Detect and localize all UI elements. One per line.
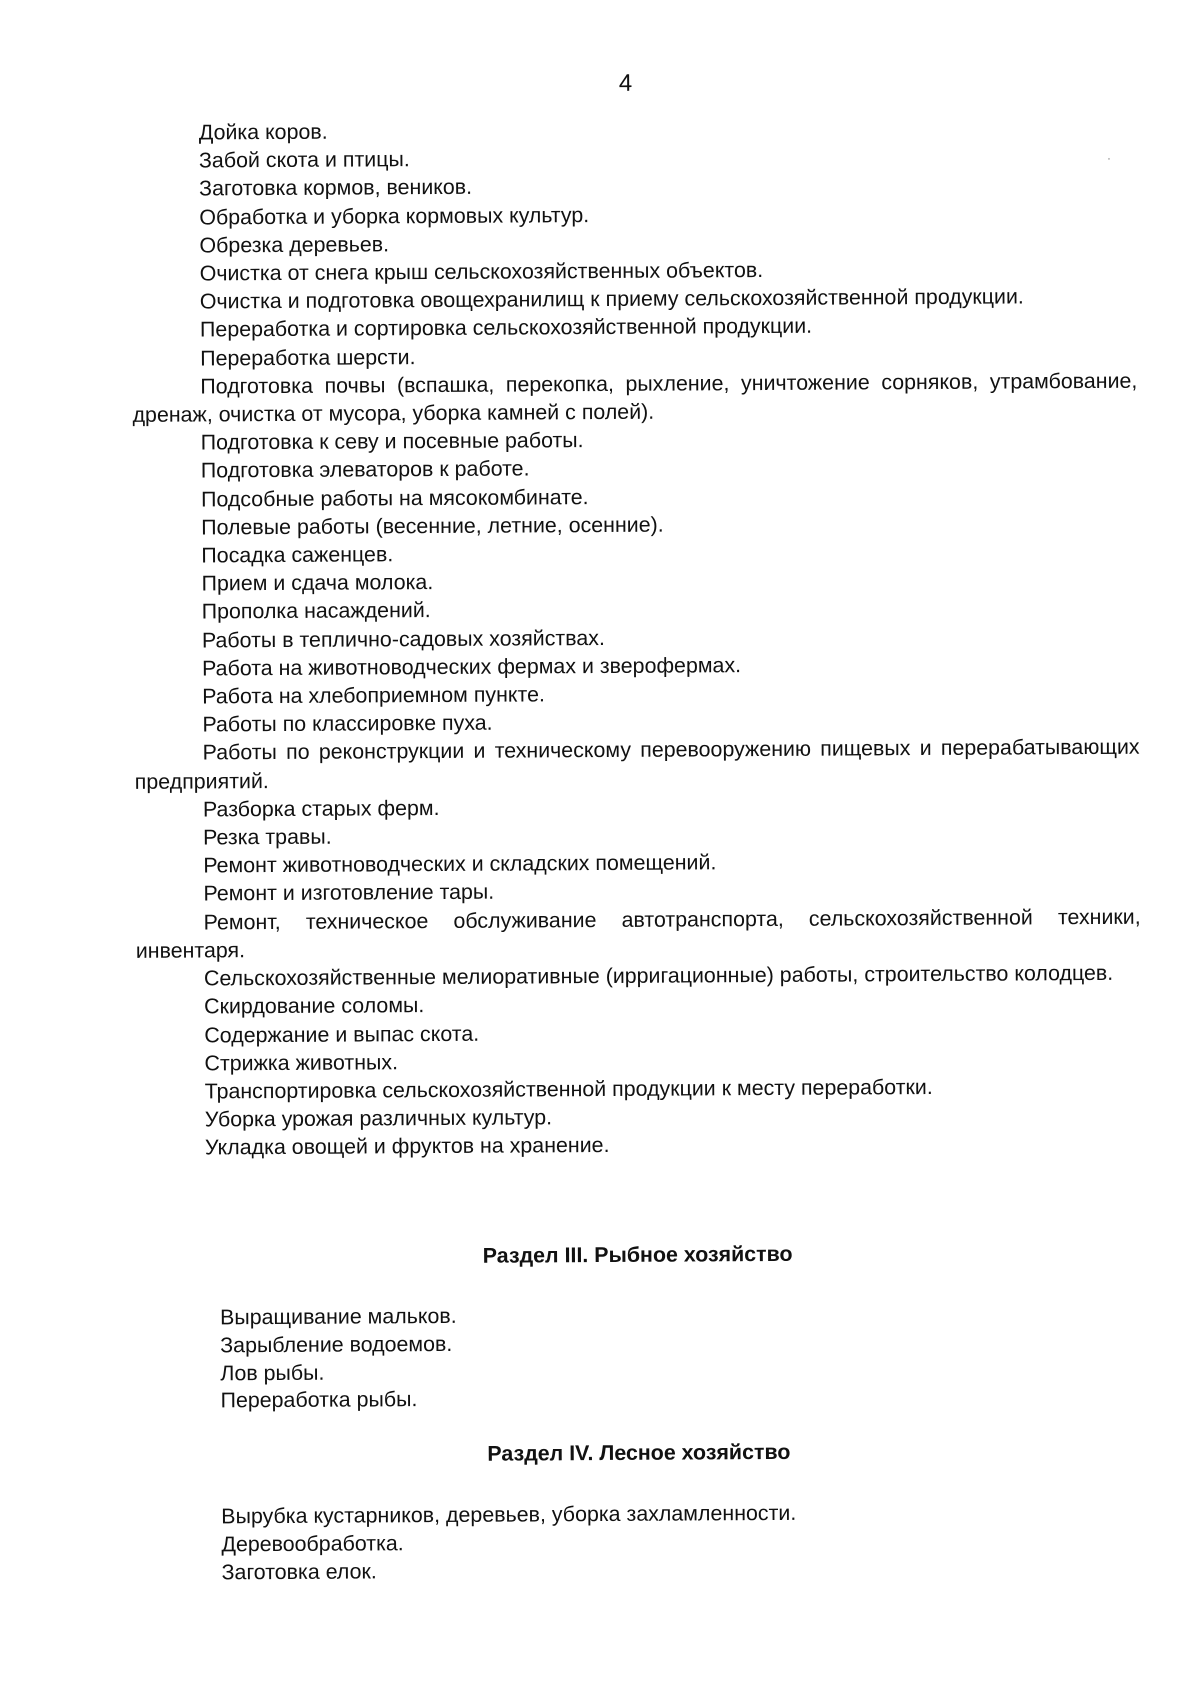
list-item: Работы по классировке пуха. bbox=[202, 710, 493, 737]
list-item: Переработка рыбы. bbox=[220, 1387, 418, 1413]
list-item: Дойка коров. bbox=[198, 119, 328, 145]
list-item: Сельскохозяйственные мелиоративные (ирригационные) работы, строительство колодцев. bbox=[203, 960, 1114, 991]
list-item: Содержание и выпас скота. bbox=[204, 1021, 480, 1047]
list-item: Подсобные работы на мясокомбинате. bbox=[200, 484, 589, 512]
list-item: Скирдование соломы. bbox=[204, 993, 425, 1019]
list-item: Уборка урожая различных культур. bbox=[204, 1105, 553, 1132]
list-item: Подготовка к севу и посевные работы. bbox=[200, 428, 584, 455]
list-item: Работа на хлебоприемном пункте. bbox=[202, 682, 545, 709]
list-item: Ремонт и изготовление тары. bbox=[203, 880, 495, 906]
list-item: Полевые работы (весенние, летние, осенние). bbox=[201, 512, 664, 540]
list-item: Работы по реконструкции и техническому перевооружению пищевых и перерабатывающих предприятий. bbox=[134, 735, 1140, 794]
list-item: Работы в теплично-садовых хозяйствах. bbox=[201, 625, 605, 653]
list-item: Подготовка элеваторов к работе. bbox=[200, 456, 530, 483]
section-title-forestry: Раздел IV. Лесное хозяйство bbox=[487, 1439, 791, 1466]
list-item: Переработка шерсти. bbox=[200, 344, 416, 371]
list-item: Забой скота и птицы. bbox=[198, 147, 410, 173]
list-item: Транспортировка сельскохозяйственной продукции к месту переработки. bbox=[204, 1074, 933, 1104]
list-item: Лов рыбы. bbox=[220, 1360, 325, 1385]
list-item: Стрижка животных. bbox=[204, 1049, 399, 1076]
list-item: Посадка саженцев. bbox=[201, 542, 394, 568]
list-item: Прополка насаждений. bbox=[201, 598, 431, 624]
list-item: Прием и сдача молока. bbox=[201, 570, 434, 596]
fishery-work-list bbox=[220, 1299, 1121, 1416]
list-item: Зарыбление водоемов. bbox=[220, 1331, 453, 1358]
list-item: Укладка овощей и фруктов на хранение. bbox=[204, 1133, 610, 1160]
section-title-fishery: Раздел III. Рыбное хозяйство bbox=[482, 1241, 793, 1268]
list-item: Заготовка кормов, веников. bbox=[199, 175, 473, 201]
list-item: Резка травы. bbox=[203, 824, 332, 850]
list-item: Вырубка кустарников, деревьев, уборка захламленности. bbox=[221, 1500, 797, 1529]
list-item: Очистка и подготовка овощехранилищ к приему сельскохозяйственной продукции. bbox=[199, 284, 1024, 314]
list-item: Выращивание мальков. bbox=[219, 1303, 457, 1330]
list-item: Заготовка елок. bbox=[221, 1558, 377, 1584]
page-number: 4 bbox=[618, 69, 633, 97]
list-item: Очистка от снега крыш сельскохозяйственных объектов. bbox=[199, 258, 764, 286]
list-item: Обработка и уборка кормовых культур. bbox=[199, 202, 590, 230]
list-item: Ремонт, техническое обслуживание автотранспорта, сельскохозяйственной техники, инвентаря. bbox=[135, 904, 1141, 963]
list-item: Ремонт животноводческих и складских помещений. bbox=[203, 850, 717, 878]
agriculture-work-list bbox=[131, 113, 1142, 1163]
list-item: Переработка и сортировка сельскохозяйственной продукции. bbox=[199, 314, 813, 342]
forestry-work-list bbox=[221, 1498, 1121, 1587]
list-item: Работа на животноводческих фермах и зверофермах. bbox=[202, 653, 742, 681]
list-item: Разборка старых ферм. bbox=[202, 795, 440, 822]
list-item: Обрезка деревьев. bbox=[199, 232, 390, 258]
list-item: Подготовка почвы (вспашка, перекопка, рыхление, уничтожение сорняков, утрамбование, дренаж, очистка от мусора, уборка камней с полей). bbox=[132, 368, 1138, 427]
list-item: Деревообработка. bbox=[221, 1531, 404, 1557]
